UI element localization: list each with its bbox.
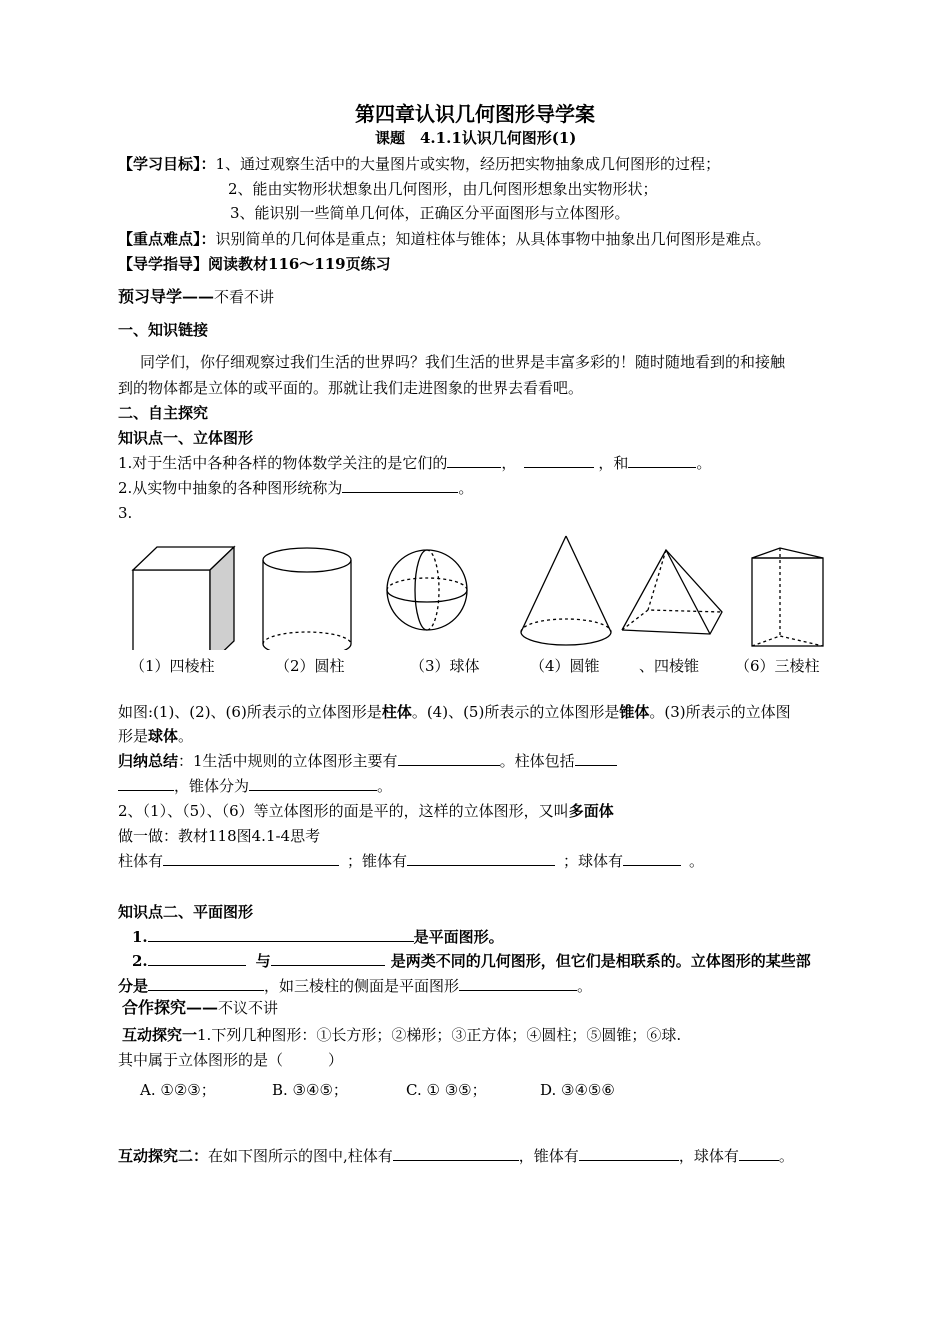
try-it-line: 做一做：教材118图4.1-4思考 [118, 827, 321, 845]
summary-text: ，锥体分为 [174, 777, 250, 795]
page-title: 第四章认识几何图形导学案 [355, 102, 595, 126]
exercise-2-line [118, 1146, 794, 1166]
kp2-text: 是平面图形。 [413, 928, 504, 946]
option-b[interactable]: B. ③④⑤； [272, 1081, 348, 1099]
section-self-study: 二、自主探究 [118, 404, 209, 422]
answer-blank[interactable] [447, 453, 501, 468]
term-prism: 柱体 [381, 703, 412, 721]
section-knowledge-link: 一、知识链接 [118, 321, 209, 339]
summary-text: ：1生活中规则的立体图形主要有 [178, 752, 398, 770]
exercise-1-line [122, 1025, 681, 1045]
term-cone: 锥体 [619, 703, 650, 721]
explanation-text: 。(3)所表示的立体图 [649, 703, 791, 721]
exercise-2-text: ，球体有 [678, 1147, 739, 1165]
knowledge-point-1-heading: 知识点一、立体图形 [118, 429, 254, 447]
kp2-text: 与 [255, 952, 271, 970]
question-2-end: 。 [458, 479, 474, 497]
exercise-1-question: 其中属于立体图形的是（ ） [118, 1051, 344, 1069]
kp2-line-1 [132, 927, 504, 947]
figure-label-6: （6）三棱柱 [735, 657, 820, 675]
question-2-text: 2.从实物中抽象的各种图形统称为 [118, 479, 343, 497]
kp2-text: 是两类不同的几何图形，但它们是相联系的。立体图形的某些部 [390, 952, 811, 970]
key-points-text: 识别简单的几何体是重点；知道柱体与锥体；从具体事物中抽象出几何图形是难点。 [215, 230, 771, 248]
preview-heading-small: 不看不讲 [214, 288, 275, 306]
explanation-text: 如图:(1)、(2)、(6)所表示的立体图形是 [118, 703, 382, 721]
figure-label-4: （4）圆锥 [530, 657, 600, 675]
key-points-line [118, 229, 771, 249]
answer-blank[interactable] [739, 1146, 779, 1161]
solid-figures [0, 530, 950, 650]
exercise-1-text: 1.下列几种图形：①长方形；②梯形；③正方体；④圆柱；⑤圆锥；⑥球. [197, 1026, 682, 1044]
answer-blank[interactable] [579, 1146, 679, 1161]
answer-blank[interactable] [271, 951, 385, 966]
summary-text: ；锥体有 [347, 852, 408, 870]
answer-blank[interactable] [623, 851, 681, 866]
summary-text: ；球体有 [563, 852, 624, 870]
explanation-line-1 [118, 702, 791, 722]
answer-blank[interactable] [407, 851, 555, 866]
figure-label-2: （2）圆柱 [275, 657, 345, 675]
explanation-text: 形是 [118, 727, 149, 745]
kp2-number: 1. [132, 928, 148, 946]
question-1-text: 1.对于生活中各种各样的物体数学关注的是它们的 [118, 454, 448, 472]
question-3-number: 3. [118, 504, 133, 522]
guidance-line: 【导学指导】阅读教材116～119页练习 [118, 255, 391, 273]
exercise-2-label: 互动探究二： [118, 1147, 209, 1165]
coop-heading [122, 998, 278, 1018]
objectives-line-1 [118, 154, 720, 174]
question-1-sep: ， [501, 454, 517, 472]
answer-blank[interactable] [148, 927, 414, 942]
answer-blank[interactable] [118, 776, 174, 791]
question-2 [118, 478, 473, 498]
summary-text: 。 [377, 777, 393, 795]
exercise-1-label: 互动探究一 [122, 1026, 198, 1044]
objective-3: 3、能识别一些简单几何体，正确区分平面图形与立体图形。 [230, 204, 630, 222]
summary-line-2 [118, 776, 392, 796]
lesson-subtitle: 课题 4.1.1认识几何图形(1) [375, 129, 577, 147]
term-polyhedron: 多面体 [568, 802, 614, 820]
summary-text: 。柱体包括 [499, 752, 575, 770]
summary-line-1 [118, 751, 617, 771]
coop-heading-small: 不议不讲 [218, 999, 279, 1017]
cube-figure [133, 547, 234, 650]
intro-paragraph-line-2: 到的物体都是立体的或平面的。那就让我们走进图象的世界去看看吧。 [118, 379, 584, 397]
option-c[interactable]: C. ① ③⑤； [406, 1081, 487, 1099]
summary-text: 2、（1）、（5）、（6）等立体图形的面是平的，这样的立体图形，又叫 [118, 802, 569, 820]
cylinder-figure [263, 548, 351, 650]
kp2-line-2 [132, 951, 811, 971]
classification-row [118, 851, 704, 871]
exercise-2-text: 。 [778, 1147, 794, 1165]
objectives-label: 【学习目标】： [118, 155, 216, 173]
exercise-2-text: 在如下图所示的图中,柱体有 [208, 1147, 393, 1165]
objective-1: 1、通过观察生活中的大量图片或实物，经历把实物抽象成几何图形的过程； [215, 155, 721, 173]
question-1-end: 。 [696, 454, 712, 472]
intro-paragraph-line-1: 同学们，你仔细观察过我们生活的世界吗？我们生活的世界是丰富多彩的！随时随地看到的和接触 [140, 353, 786, 371]
objective-2: 2、能由实物形状想象出几何图形，由几何图形想象出实物形状； [228, 180, 658, 198]
option-d[interactable]: D. ③④⑤⑥ [540, 1081, 615, 1099]
preview-heading [118, 287, 274, 307]
answer-blank[interactable] [393, 1146, 519, 1161]
answer-blank[interactable] [575, 751, 617, 766]
answer-blank[interactable] [148, 976, 264, 991]
kp2-text: ，如三棱柱的侧面是平面图形 [264, 977, 460, 995]
summary-text: 。 [689, 852, 705, 870]
option-a[interactable]: A. ①②③； [140, 1081, 216, 1099]
preview-heading-main: 预习导学—— [118, 287, 215, 306]
answer-blank[interactable] [342, 478, 458, 493]
explanation-text: 。 [178, 727, 194, 745]
cone-figure [521, 536, 611, 645]
figure-label-1: （1）四棱柱 [130, 657, 215, 675]
knowledge-point-2-heading: 知识点二、平面图形 [118, 903, 254, 921]
sphere-figure [387, 550, 467, 630]
figure-label-3: （3）球体 [410, 657, 480, 675]
exercise-2-text: ，锥体有 [518, 1147, 579, 1165]
answer-blank[interactable] [398, 751, 500, 766]
term-sphere: 球体 [148, 727, 179, 745]
summary-line-3 [118, 801, 614, 821]
summary-text: 柱体有 [118, 852, 164, 870]
figure-label-5: 、四棱锥 [639, 657, 700, 675]
kp2-number: 2. [132, 952, 148, 970]
kp2-line-3 [118, 976, 592, 996]
answer-blank[interactable] [459, 976, 577, 991]
answer-blank[interactable] [628, 453, 696, 468]
triangular-prism-figure [752, 548, 823, 646]
summary-label: 归纳总结 [118, 752, 179, 770]
answer-blank[interactable] [524, 453, 594, 468]
question-1-and: ，和 [598, 454, 629, 472]
answer-blank[interactable] [148, 951, 246, 966]
answer-blank[interactable] [163, 851, 339, 866]
coop-heading-main: 合作探究—— [122, 998, 219, 1017]
question-1 [118, 453, 711, 473]
explanation-text: 。(4)、(5)所表示的立体图形是 [411, 703, 620, 721]
pyramid-figure [622, 550, 722, 634]
key-points-label: 【重点难点】： [118, 230, 216, 248]
explanation-line-2 [118, 726, 193, 746]
kp2-text: 分是 [118, 977, 149, 995]
answer-blank[interactable] [249, 776, 377, 791]
kp2-text: 。 [577, 977, 593, 995]
